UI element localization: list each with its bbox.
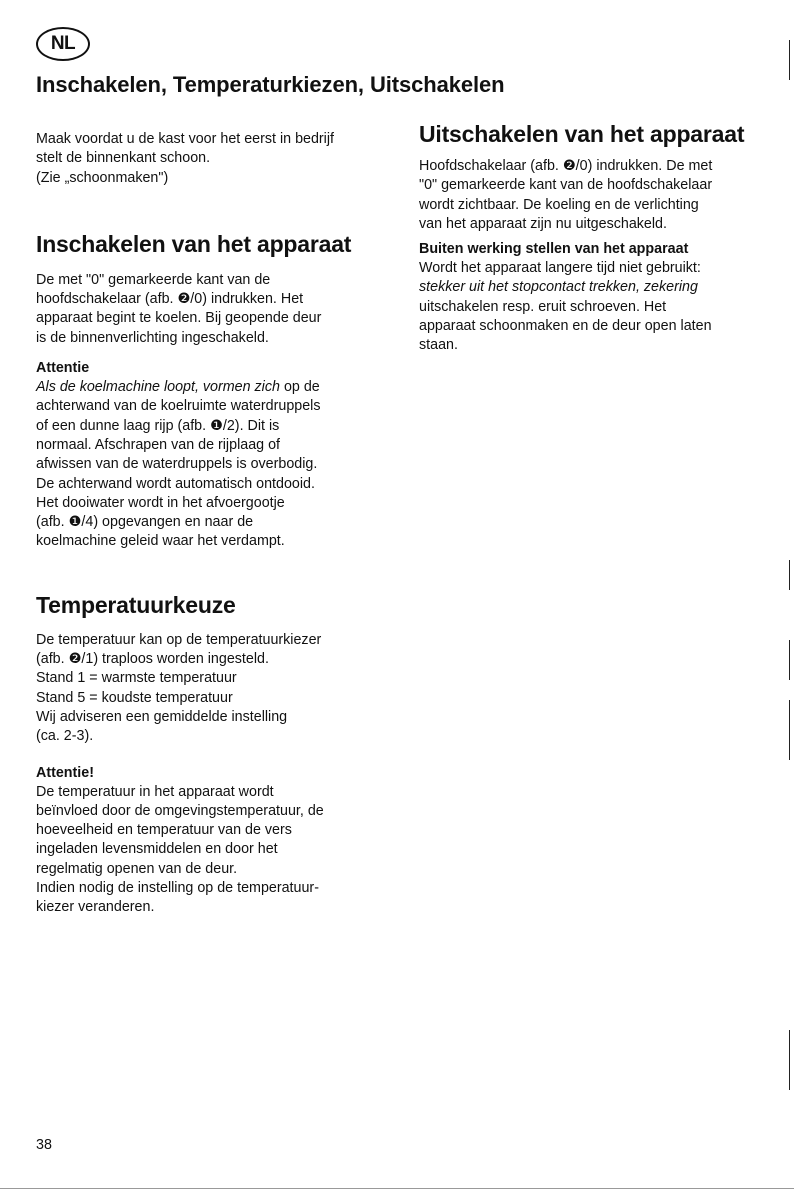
intro-paragraph [36,130,381,188]
scan-edge-line [789,640,790,680]
right-column [419,120,771,356]
out-of-service-paragraph [419,259,771,355]
intro-line: stelt de binnenkant schoon. [36,150,211,167]
text-line: (afb. ❷/1) traploos worden ingesteld. [36,651,269,668]
scan-edge-line [789,40,790,80]
text-line: is de binnenverlichting ingeschakeld. [36,329,269,346]
text-line: Stand 1 = warmste temperatuur [36,670,237,687]
scan-edge-line [789,1030,790,1090]
text-line: van het apparaat zijn nu uitgeschakeld. [419,215,667,232]
scan-bottom-line [0,1188,794,1189]
language-badge-text: NL [50,33,76,54]
attention-paragraph [36,783,381,918]
left-column [36,130,381,918]
attention-heading: Attentie [36,360,90,377]
attention-paragraph [36,378,381,552]
text-line: De met "0" gemarkeerde kant van de [36,271,271,288]
text-line: beïnvloed door de omgevingstemperatuur, de [36,802,324,819]
text-line: De achterwand wordt automatisch ontdooid. [36,475,315,492]
text-line: apparaat schoonmaken en de deur open laten [419,318,712,335]
text-line: (ca. 2-3). [36,728,94,745]
text-line: koelmachine geleid waar het verdampt. [36,533,285,550]
text-line: Stand 5 = koudste temperatuur [36,689,233,706]
text-line: Het dooiwater wordt in het afvoergootje [36,494,285,511]
text-line: of een dunne laag rijp (afb. ❶/2). Dit is [36,417,280,434]
text-line: afwissen van de waterdruppels is overbodig. [36,456,318,473]
text-line: normaal. Afschrapen van de rijplaag of [36,436,280,453]
text-line: kiezer veranderen. [36,899,155,916]
section-title-temperature: Temperatuurkeuze [36,591,236,618]
text-fragment: op de [283,379,320,396]
switch-off-paragraph [419,157,771,234]
text-line: staan. [419,337,458,354]
text-line: De temperatuur kan op de temperatuurkiezer [36,631,322,648]
switch-on-paragraph [36,271,381,348]
italic-text: Als de koelmachine loopt, vormen zich [36,379,280,396]
text-line: "0" gemarkeerde kant van de hoofdschakelaar [419,177,713,194]
text-line: uitschakelen resp. eruit schroeven. Het [419,298,667,315]
text-line: regelmatig openen van de deur. [36,860,238,877]
intro-line: (Zie „schoonmaken") [36,169,169,186]
text-line: (afb. ❶/4) opgevangen en naar de [36,514,254,531]
language-badge [36,27,90,61]
text-line [36,378,381,397]
italic-text-line: stekker uit het stopcontact trekken, zekering [419,279,698,296]
text-line: wordt zichtbaar. De koeling en de verlichting [419,196,699,213]
scan-edge-line [789,560,790,590]
temperature-paragraph [36,631,381,747]
page-heading: Inschakelen, Temperaturkiezen, Uitschakelen [36,72,505,97]
section-title-switch-off: Uitschakelen van het apparaat [419,121,745,147]
text-line: achterwand van de koelruimte waterdruppels [36,398,321,415]
text-line: Hoofdschakelaar (afb. ❷/0) indrukken. De met [419,158,713,174]
scan-edge-line [789,700,790,760]
text-line: ingeladen levensmiddelen en door het [36,841,278,858]
text-line: Wordt het apparaat langere tijd niet gebruikt: [419,260,701,277]
page-number: 38 [36,1137,52,1153]
text-line: apparaat begint te koelen. Bij geopende deur [36,310,322,327]
attention-heading: Attentie! [36,764,94,781]
text-line: hoeveelheid en temperatuur van de vers [36,822,292,839]
subsection-heading: Buiten werking stellen van het apparaat [419,241,689,258]
intro-line: Maak voordat u de kast voor het eerst in bedrijf [36,131,335,147]
text-line: Wij adviseren een gemiddelde instelling [36,708,288,725]
section-title-switch-on: Inschakelen van het apparaat [36,230,352,257]
text-line: hoofdschakelaar (afb. ❷/0) indrukken. Het [36,291,304,308]
text-line: Indien nodig de instelling op de temperatuur- [36,880,319,897]
text-line: De temperatuur in het apparaat wordt [36,783,274,800]
